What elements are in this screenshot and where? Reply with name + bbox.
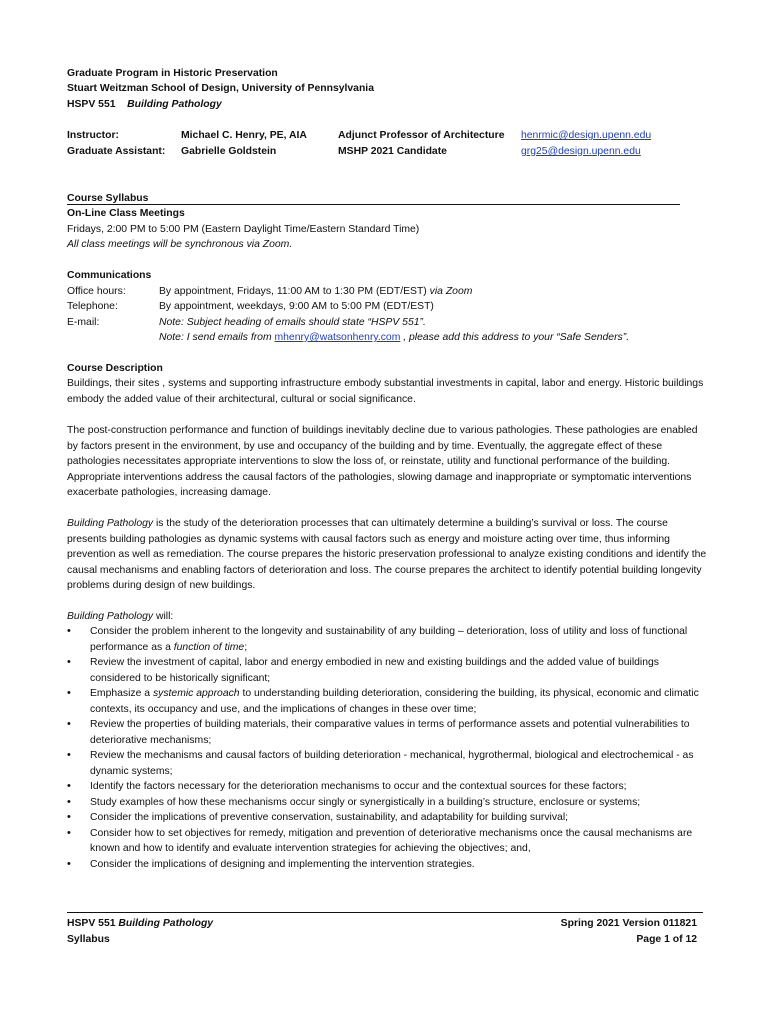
list-item: • Identify the factors necessary for the deterioration mechanisms to occur and the contextual sources for these factors; xyxy=(67,779,707,795)
program-name: Graduate Program in Historic Preservation xyxy=(67,68,278,79)
list-item: • Emphasize a systemic approach to understanding building deterioration, considering the building, its physical, economic and climatic contexts, its occupancy and use, and the implications of changes in these over time; xyxy=(67,686,707,717)
list-item: • Review the properties of building materials, their comparative values in terms of performance assets and potential vulnerabilities to deteriorative mechanisms; xyxy=(67,717,707,748)
email-note-suffix: , please add this address to your “Safe Senders”. xyxy=(400,332,630,343)
ta-title: MSHP 2021 Candidate xyxy=(338,146,447,157)
ta-label: Graduate Assistant: xyxy=(67,146,166,157)
telephone-value: By appointment, weekdays, 9:00 AM to 5:00 PM (EDT/EST) xyxy=(159,301,434,312)
will-intro xyxy=(67,609,173,625)
office-hours-via: via Zoom xyxy=(429,286,473,297)
footer-page-number: Page 1 of 12 xyxy=(636,934,697,945)
meetings-heading: On-Line Class Meetings xyxy=(67,208,185,219)
communications-heading: Communications xyxy=(67,270,152,281)
email-label: E-mail: xyxy=(67,317,100,328)
meetings-note: All class meetings will be synchronous via Zoom. xyxy=(67,239,293,250)
instructor-title: Adjunct Professor of Architecture xyxy=(338,130,505,141)
email-note-safe-senders xyxy=(159,330,629,346)
footer-version: Spring 2021 Version 011821 xyxy=(560,918,697,929)
syllabus-heading: Course Syllabus xyxy=(67,193,149,204)
description-heading: Course Description xyxy=(67,363,163,374)
list-item: • Consider the problem inherent to the longevity and sustainability of any building – deterioration, loss of utility and loss of functional performance as a function of time; xyxy=(67,624,707,655)
school-name: Stuart Weitzman School of Design, University of Pennsylvania xyxy=(67,83,374,94)
instructor-name: Michael C. Henry, PE, AIA xyxy=(181,130,307,141)
instructor-email-link[interactable]: henrmic@design.upenn.edu xyxy=(521,130,652,141)
list-item: • Consider the implications of designing and implementing the intervention strategies. xyxy=(67,857,707,873)
course-heading xyxy=(67,97,222,113)
footer-course-title: Building Pathology xyxy=(118,918,214,929)
telephone-row xyxy=(67,299,434,315)
objectives-list xyxy=(67,624,707,872)
description-paragraph-3 xyxy=(67,516,707,594)
office-hours-row xyxy=(67,284,472,300)
meetings-time: Fridays, 2:00 PM to 5:00 PM (Eastern Daylight Time/Eastern Standard Time) xyxy=(67,224,420,235)
ta-name: Gabrielle Goldstein xyxy=(181,146,277,157)
instructor-label: Instructor: xyxy=(67,130,119,141)
list-item: • Consider how to set objectives for remedy, mitigation and prevention of deteriorative mechanisms once the causal mechanisms are known and how to identify and evaluate intervention strategies for achieving the objectives; and, xyxy=(67,826,707,857)
telephone-label: Telephone: xyxy=(67,301,118,312)
list-item: • Consider the implications of preventive conservation, sustainability, and adaptability for building survival; xyxy=(67,810,707,826)
building-pathology-term: Building Pathology xyxy=(67,518,154,529)
footer-rule xyxy=(67,912,703,913)
office-hours-value: By appointment, Fridays, 11:00 AM to 1:30 PM (EDT/EST) xyxy=(159,286,427,297)
course-code: HSPV 551 xyxy=(67,99,116,110)
footer-doc-type: Syllabus xyxy=(67,934,110,945)
footer-course-code: HSPV 551 xyxy=(67,918,116,929)
building-pathology-term: Building Pathology xyxy=(67,611,154,622)
will-intro-text: will: xyxy=(153,611,174,622)
footer-course xyxy=(67,916,213,932)
description-paragraph-1: Buildings, their sites , systems and supporting infrastructure embody substantial investments in capital, labor and energy. Historic buildings embody the added value of their architectural, cultural or social significance. xyxy=(67,378,704,405)
instructor-alt-email-link[interactable]: mhenry@watsonhenry.com xyxy=(274,332,401,343)
email-note-prefix: Note: I send emails from xyxy=(159,332,275,343)
ta-email-link[interactable]: grg25@design.upenn.edu xyxy=(521,146,641,157)
list-item: • Study examples of how these mechanisms occur singly or synergistically in a building’s structure, enclosure or systems; xyxy=(67,795,707,811)
description-paragraph-3-text: is the study of the deterioration processes that can ultimately determine a building’s survival or loss. The course presents building pathologies as dynamic systems with causal factors such as energy and moisture acting over time, thus informing prevention as well as remediation. The course prepares the historic preservation professional to analyze existing conditions and identify the causal mechanisms and enabling factors of deterioration and loss. The course prepares the architect to identify potential building longevity problems during design of new buildings. xyxy=(67,518,707,591)
description-paragraph-2: The post-construction performance and function of buildings inevitably decline due to various pathologies. These pathologies are enabled by factors present in the environment, by use and occupancy of the building and by time. Eventually, the aggregate effect of these pathologies necessitates appropriate interventions to slow the loss of, or reinstate, utility and functional performance of the building. Appropriate interventions address the causal factors of the pathologies, slowing damage and inappropriate or symptomatic interventions exacerbate pathologies, increasing damage. xyxy=(67,425,698,498)
heading-underline xyxy=(67,204,680,205)
email-row xyxy=(67,315,426,331)
office-hours-label: Office hours: xyxy=(67,286,126,297)
email-note-subject: Note: Subject heading of emails should state “HSPV 551”. xyxy=(159,317,426,328)
list-item: • Review the mechanisms and causal factors of building deterioration - mechanical, hygrothermal, biological and electrochemical - as dynamic systems; xyxy=(67,748,707,779)
list-item: • Review the investment of capital, labor and energy embodied in new and existing buildings and the added value of buildings considered to be historically significant; xyxy=(67,655,707,686)
course-title: Building Pathology xyxy=(127,99,222,110)
